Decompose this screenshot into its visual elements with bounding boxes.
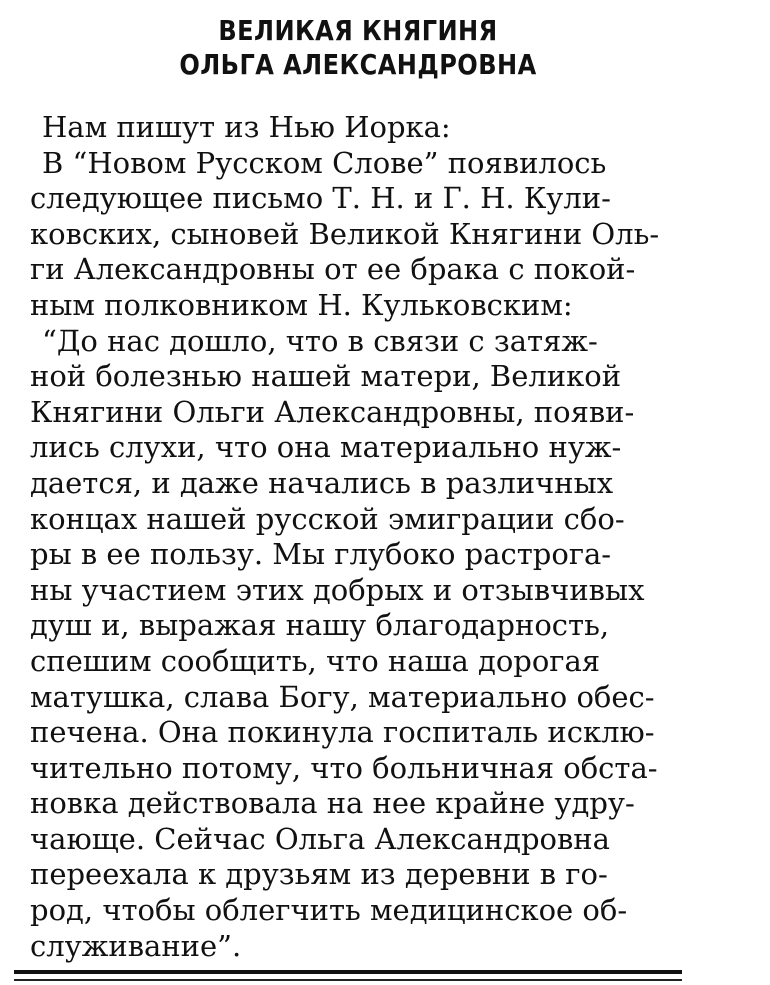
- text-line: новка действовала на нее крайне удру-: [30, 786, 635, 821]
- text-line: спешим сообщить, что наша дорогая: [30, 643, 601, 678]
- text-line: переехала к друзьям из деревни в го-: [30, 857, 608, 892]
- text-line: Княгини Ольги Александровны, появи-: [30, 394, 635, 429]
- text-line: душ и, выражая нашу благодарность,: [30, 608, 610, 643]
- column-rule-thin: [14, 979, 682, 981]
- text-line: род, чтобы облегчить медицинское об-: [30, 893, 628, 928]
- text-line: лись слухи, что она материально нуж-: [30, 430, 622, 465]
- text-line: чительно потому, что больничная обста-: [30, 750, 658, 785]
- text-line: “До нас дошло, что в связи с затяж-: [42, 323, 598, 358]
- text-line: служивание”.: [30, 928, 242, 963]
- headline-line-2: ОЛЬГА АЛЕКСАНДРОВНА: [179, 48, 537, 81]
- column-rule-thick: [14, 970, 682, 974]
- text-line: В “Новом Русском Слове” появилось: [42, 145, 607, 180]
- text-line: ги Александровны от ее брака с покой-: [30, 252, 636, 287]
- text-line: ры в ее пользу. Мы глубоко растрога-: [30, 537, 612, 572]
- text-line: ным полковником Н. Кульковским:: [30, 287, 573, 322]
- headline-line-1: ВЕЛИКАЯ КНЯГИНЯ: [218, 14, 498, 47]
- text-line: печена. Она покинула госпиталь исклю-: [30, 715, 655, 750]
- text-line: Нам пишут из Нью Иорка:: [42, 110, 451, 144]
- article: [30, 14, 686, 964]
- text-line: матушка, слава Богу, материально обес-: [30, 679, 655, 714]
- text-line: чающе. Сейчас Ольга Александровна: [30, 821, 610, 856]
- text-line: ной болезнью нашей матери, Великой: [30, 359, 622, 394]
- text-line: следующее письмо Т. Н. и Г. Н. Кули-: [30, 181, 611, 216]
- text-line: концах нашей русской эмиграции сбо-: [30, 501, 625, 536]
- article-body: [30, 110, 686, 964]
- text-line: ковских, сыновей Великой Княгини Оль-: [30, 216, 660, 251]
- article-headline: [76, 14, 640, 82]
- text-line: дается, и даже начались в различных: [30, 465, 614, 500]
- text-line: ны участием этих добрых и отзывчивых: [30, 572, 645, 607]
